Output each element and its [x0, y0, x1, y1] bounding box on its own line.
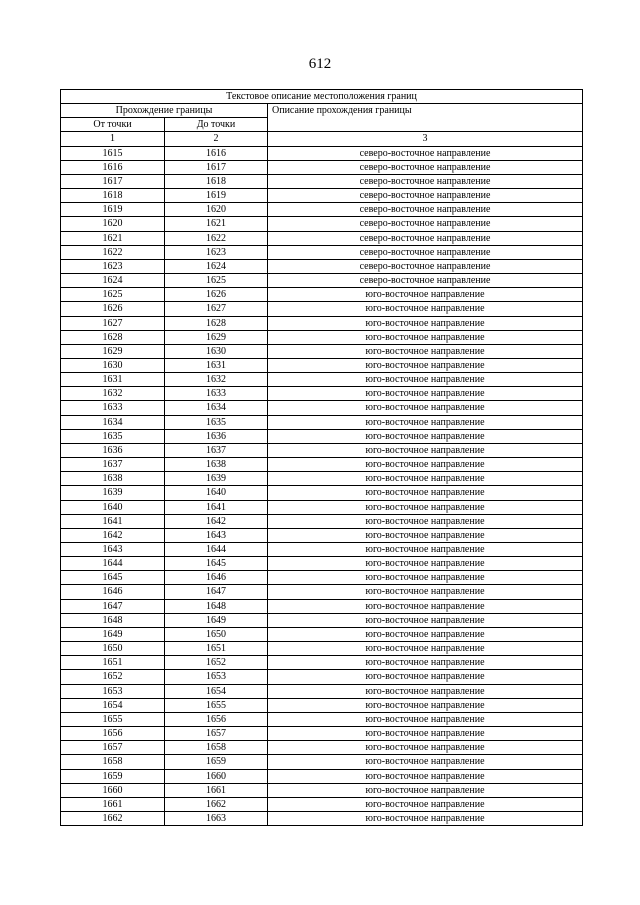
- from-point-cell: 1648: [61, 613, 165, 627]
- from-point-cell: 1632: [61, 387, 165, 401]
- direction-cell: северо-восточное направление: [268, 146, 583, 160]
- direction-cell: юго-восточное направление: [268, 755, 583, 769]
- to-point-cell: 1645: [165, 557, 268, 571]
- to-point-cell: 1621: [165, 217, 268, 231]
- direction-cell: юго-восточное направление: [268, 330, 583, 344]
- from-point-cell: 1618: [61, 189, 165, 203]
- table-row: [61, 698, 583, 712]
- table-row: [61, 613, 583, 627]
- direction-cell: юго-восточное направление: [268, 543, 583, 557]
- direction-cell: северо-восточное направление: [268, 217, 583, 231]
- direction-cell: северо-восточное направление: [268, 274, 583, 288]
- from-point-header: От точки: [61, 118, 165, 132]
- from-point-cell: 1630: [61, 358, 165, 372]
- table-row: [61, 585, 583, 599]
- from-point-cell: 1627: [61, 316, 165, 330]
- from-point-cell: 1616: [61, 160, 165, 174]
- column-number-1: 1: [61, 132, 165, 146]
- table-row: [61, 486, 583, 500]
- to-point-cell: 1637: [165, 443, 268, 457]
- to-point-cell: 1629: [165, 330, 268, 344]
- to-point-cell: 1627: [165, 302, 268, 316]
- to-point-cell: 1650: [165, 627, 268, 641]
- table-row: [61, 458, 583, 472]
- to-point-cell: 1641: [165, 500, 268, 514]
- table-body: [61, 90, 583, 826]
- direction-cell: юго-восточное направление: [268, 585, 583, 599]
- from-point-cell: 1635: [61, 429, 165, 443]
- table-row: [61, 344, 583, 358]
- from-point-cell: 1643: [61, 543, 165, 557]
- from-point-cell: 1644: [61, 557, 165, 571]
- to-point-cell: 1659: [165, 755, 268, 769]
- direction-cell: юго-восточное направление: [268, 811, 583, 825]
- column-number-2: 2: [165, 132, 268, 146]
- table-row: [61, 245, 583, 259]
- group-header-row: [61, 104, 583, 118]
- to-point-cell: 1618: [165, 174, 268, 188]
- to-point-cell: 1644: [165, 543, 268, 557]
- to-point-cell: 1651: [165, 642, 268, 656]
- description-header: Описание прохождения границы: [268, 104, 583, 132]
- table-row: [61, 288, 583, 302]
- direction-cell: северо-восточное направление: [268, 259, 583, 273]
- table-row: [61, 769, 583, 783]
- table-row: [61, 670, 583, 684]
- to-point-cell: 1646: [165, 571, 268, 585]
- table-row: [61, 231, 583, 245]
- table-row: [61, 599, 583, 613]
- from-point-cell: 1628: [61, 330, 165, 344]
- to-point-cell: 1638: [165, 458, 268, 472]
- direction-cell: юго-восточное направление: [268, 712, 583, 726]
- to-point-cell: 1619: [165, 189, 268, 203]
- from-point-cell: 1621: [61, 231, 165, 245]
- to-point-cell: 1648: [165, 599, 268, 613]
- table-row: [61, 472, 583, 486]
- direction-cell: юго-восточное направление: [268, 458, 583, 472]
- direction-cell: юго-восточное направление: [268, 429, 583, 443]
- to-point-cell: 1649: [165, 613, 268, 627]
- table-row: [61, 514, 583, 528]
- direction-cell: юго-восточное направление: [268, 613, 583, 627]
- direction-cell: юго-восточное направление: [268, 500, 583, 514]
- to-point-cell: 1639: [165, 472, 268, 486]
- direction-cell: юго-восточное направление: [268, 698, 583, 712]
- direction-cell: юго-восточное направление: [268, 741, 583, 755]
- from-point-cell: 1647: [61, 599, 165, 613]
- direction-cell: северо-восточное направление: [268, 189, 583, 203]
- table-row: [61, 429, 583, 443]
- direction-cell: юго-восточное направление: [268, 387, 583, 401]
- direction-cell: юго-восточное направление: [268, 358, 583, 372]
- from-point-cell: 1650: [61, 642, 165, 656]
- table-row: [61, 274, 583, 288]
- from-point-cell: 1640: [61, 500, 165, 514]
- to-point-cell: 1626: [165, 288, 268, 302]
- table-row: [61, 741, 583, 755]
- from-point-cell: 1619: [61, 203, 165, 217]
- from-point-cell: 1633: [61, 401, 165, 415]
- direction-cell: юго-восточное направление: [268, 656, 583, 670]
- from-point-cell: 1641: [61, 514, 165, 528]
- to-point-cell: 1663: [165, 811, 268, 825]
- direction-cell: юго-восточное направление: [268, 727, 583, 741]
- to-point-cell: 1658: [165, 741, 268, 755]
- table-row: [61, 571, 583, 585]
- direction-cell: юго-восточное направление: [268, 684, 583, 698]
- column-number-3: 3: [268, 132, 583, 146]
- table-row: [61, 783, 583, 797]
- direction-cell: юго-восточное направление: [268, 528, 583, 542]
- to-point-cell: 1636: [165, 429, 268, 443]
- to-point-cell: 1632: [165, 373, 268, 387]
- from-point-cell: 1637: [61, 458, 165, 472]
- table-row: [61, 443, 583, 457]
- table-row: [61, 755, 583, 769]
- table-row: [61, 358, 583, 372]
- direction-cell: юго-восточное направление: [268, 316, 583, 330]
- to-point-cell: 1616: [165, 146, 268, 160]
- table-row: [61, 189, 583, 203]
- table-row: [61, 259, 583, 273]
- to-point-cell: 1654: [165, 684, 268, 698]
- table-row: [61, 415, 583, 429]
- from-point-cell: 1646: [61, 585, 165, 599]
- to-point-cell: 1635: [165, 415, 268, 429]
- from-point-cell: 1660: [61, 783, 165, 797]
- direction-cell: юго-восточное направление: [268, 627, 583, 641]
- title-row: [61, 90, 583, 104]
- to-point-cell: 1625: [165, 274, 268, 288]
- direction-cell: юго-восточное направление: [268, 344, 583, 358]
- from-point-cell: 1654: [61, 698, 165, 712]
- to-point-cell: 1640: [165, 486, 268, 500]
- from-point-cell: 1615: [61, 146, 165, 160]
- to-point-cell: 1657: [165, 727, 268, 741]
- table-row: [61, 160, 583, 174]
- from-point-cell: 1651: [61, 656, 165, 670]
- from-point-cell: 1620: [61, 217, 165, 231]
- to-point-cell: 1633: [165, 387, 268, 401]
- from-point-cell: 1629: [61, 344, 165, 358]
- from-point-cell: 1656: [61, 727, 165, 741]
- from-point-cell: 1625: [61, 288, 165, 302]
- from-point-cell: 1639: [61, 486, 165, 500]
- to-point-cell: 1622: [165, 231, 268, 245]
- boundary-table: [60, 89, 583, 826]
- direction-cell: северо-восточное направление: [268, 174, 583, 188]
- from-point-cell: 1634: [61, 415, 165, 429]
- table-row: [61, 500, 583, 514]
- table-row: [61, 174, 583, 188]
- table-row: [61, 203, 583, 217]
- direction-cell: юго-восточное направление: [268, 557, 583, 571]
- from-point-cell: 1652: [61, 670, 165, 684]
- from-point-cell: 1658: [61, 755, 165, 769]
- table-row: [61, 557, 583, 571]
- to-point-cell: 1647: [165, 585, 268, 599]
- table-row: [61, 217, 583, 231]
- table-row: [61, 642, 583, 656]
- to-point-cell: 1628: [165, 316, 268, 330]
- direction-cell: юго-восточное направление: [268, 571, 583, 585]
- from-point-cell: 1649: [61, 627, 165, 641]
- direction-cell: северо-восточное направление: [268, 231, 583, 245]
- direction-cell: юго-восточное направление: [268, 769, 583, 783]
- direction-cell: юго-восточное направление: [268, 288, 583, 302]
- direction-cell: юго-восточное направление: [268, 302, 583, 316]
- table-row: [61, 373, 583, 387]
- to-point-cell: 1623: [165, 245, 268, 259]
- table-row: [61, 656, 583, 670]
- from-point-cell: 1661: [61, 797, 165, 811]
- table-row: [61, 302, 583, 316]
- to-point-cell: 1630: [165, 344, 268, 358]
- direction-cell: юго-восточное направление: [268, 401, 583, 415]
- table-row: [61, 712, 583, 726]
- from-point-cell: 1636: [61, 443, 165, 457]
- to-point-cell: 1656: [165, 712, 268, 726]
- table-row: [61, 330, 583, 344]
- direction-cell: юго-восточное направление: [268, 642, 583, 656]
- direction-cell: юго-восточное направление: [268, 670, 583, 684]
- table-row: [61, 401, 583, 415]
- column-number-row: [61, 132, 583, 146]
- direction-cell: юго-восточное направление: [268, 486, 583, 500]
- to-point-cell: 1652: [165, 656, 268, 670]
- table-row: [61, 387, 583, 401]
- from-point-cell: 1659: [61, 769, 165, 783]
- to-point-cell: 1631: [165, 358, 268, 372]
- from-point-cell: 1655: [61, 712, 165, 726]
- from-point-cell: 1622: [61, 245, 165, 259]
- group-header: Прохождение границы: [61, 104, 268, 118]
- from-point-cell: 1645: [61, 571, 165, 585]
- table-row: [61, 811, 583, 825]
- to-point-cell: 1642: [165, 514, 268, 528]
- table-row: [61, 528, 583, 542]
- to-point-header: До точки: [165, 118, 268, 132]
- from-point-cell: 1623: [61, 259, 165, 273]
- page-number: 612: [308, 56, 332, 72]
- table-row: [61, 727, 583, 741]
- table-row: [61, 316, 583, 330]
- from-point-cell: 1642: [61, 528, 165, 542]
- direction-cell: северо-восточное направление: [268, 203, 583, 217]
- direction-cell: северо-восточное направление: [268, 160, 583, 174]
- from-point-cell: 1626: [61, 302, 165, 316]
- direction-cell: юго-восточное направление: [268, 797, 583, 811]
- from-point-cell: 1638: [61, 472, 165, 486]
- from-point-cell: 1624: [61, 274, 165, 288]
- table-row: [61, 543, 583, 557]
- direction-cell: юго-восточное направление: [268, 783, 583, 797]
- to-point-cell: 1643: [165, 528, 268, 542]
- direction-cell: юго-восточное направление: [268, 472, 583, 486]
- direction-cell: северо-восточное направление: [268, 245, 583, 259]
- from-point-cell: 1617: [61, 174, 165, 188]
- direction-cell: юго-восточное направление: [268, 599, 583, 613]
- from-point-cell: 1657: [61, 741, 165, 755]
- direction-cell: юго-восточное направление: [268, 415, 583, 429]
- direction-cell: юго-восточное направление: [268, 443, 583, 457]
- table-row: [61, 146, 583, 160]
- table-title: Текстовое описание местоположения границ: [61, 90, 583, 104]
- to-point-cell: 1634: [165, 401, 268, 415]
- direction-cell: юго-восточное направление: [268, 514, 583, 528]
- to-point-cell: 1660: [165, 769, 268, 783]
- to-point-cell: 1624: [165, 259, 268, 273]
- to-point-cell: 1661: [165, 783, 268, 797]
- direction-cell: юго-восточное направление: [268, 373, 583, 387]
- to-point-cell: 1620: [165, 203, 268, 217]
- to-point-cell: 1617: [165, 160, 268, 174]
- to-point-cell: 1662: [165, 797, 268, 811]
- to-point-cell: 1653: [165, 670, 268, 684]
- from-point-cell: 1662: [61, 811, 165, 825]
- from-point-cell: 1653: [61, 684, 165, 698]
- from-point-cell: 1631: [61, 373, 165, 387]
- table-row: [61, 684, 583, 698]
- to-point-cell: 1655: [165, 698, 268, 712]
- table-row: [61, 627, 583, 641]
- table-row: [61, 797, 583, 811]
